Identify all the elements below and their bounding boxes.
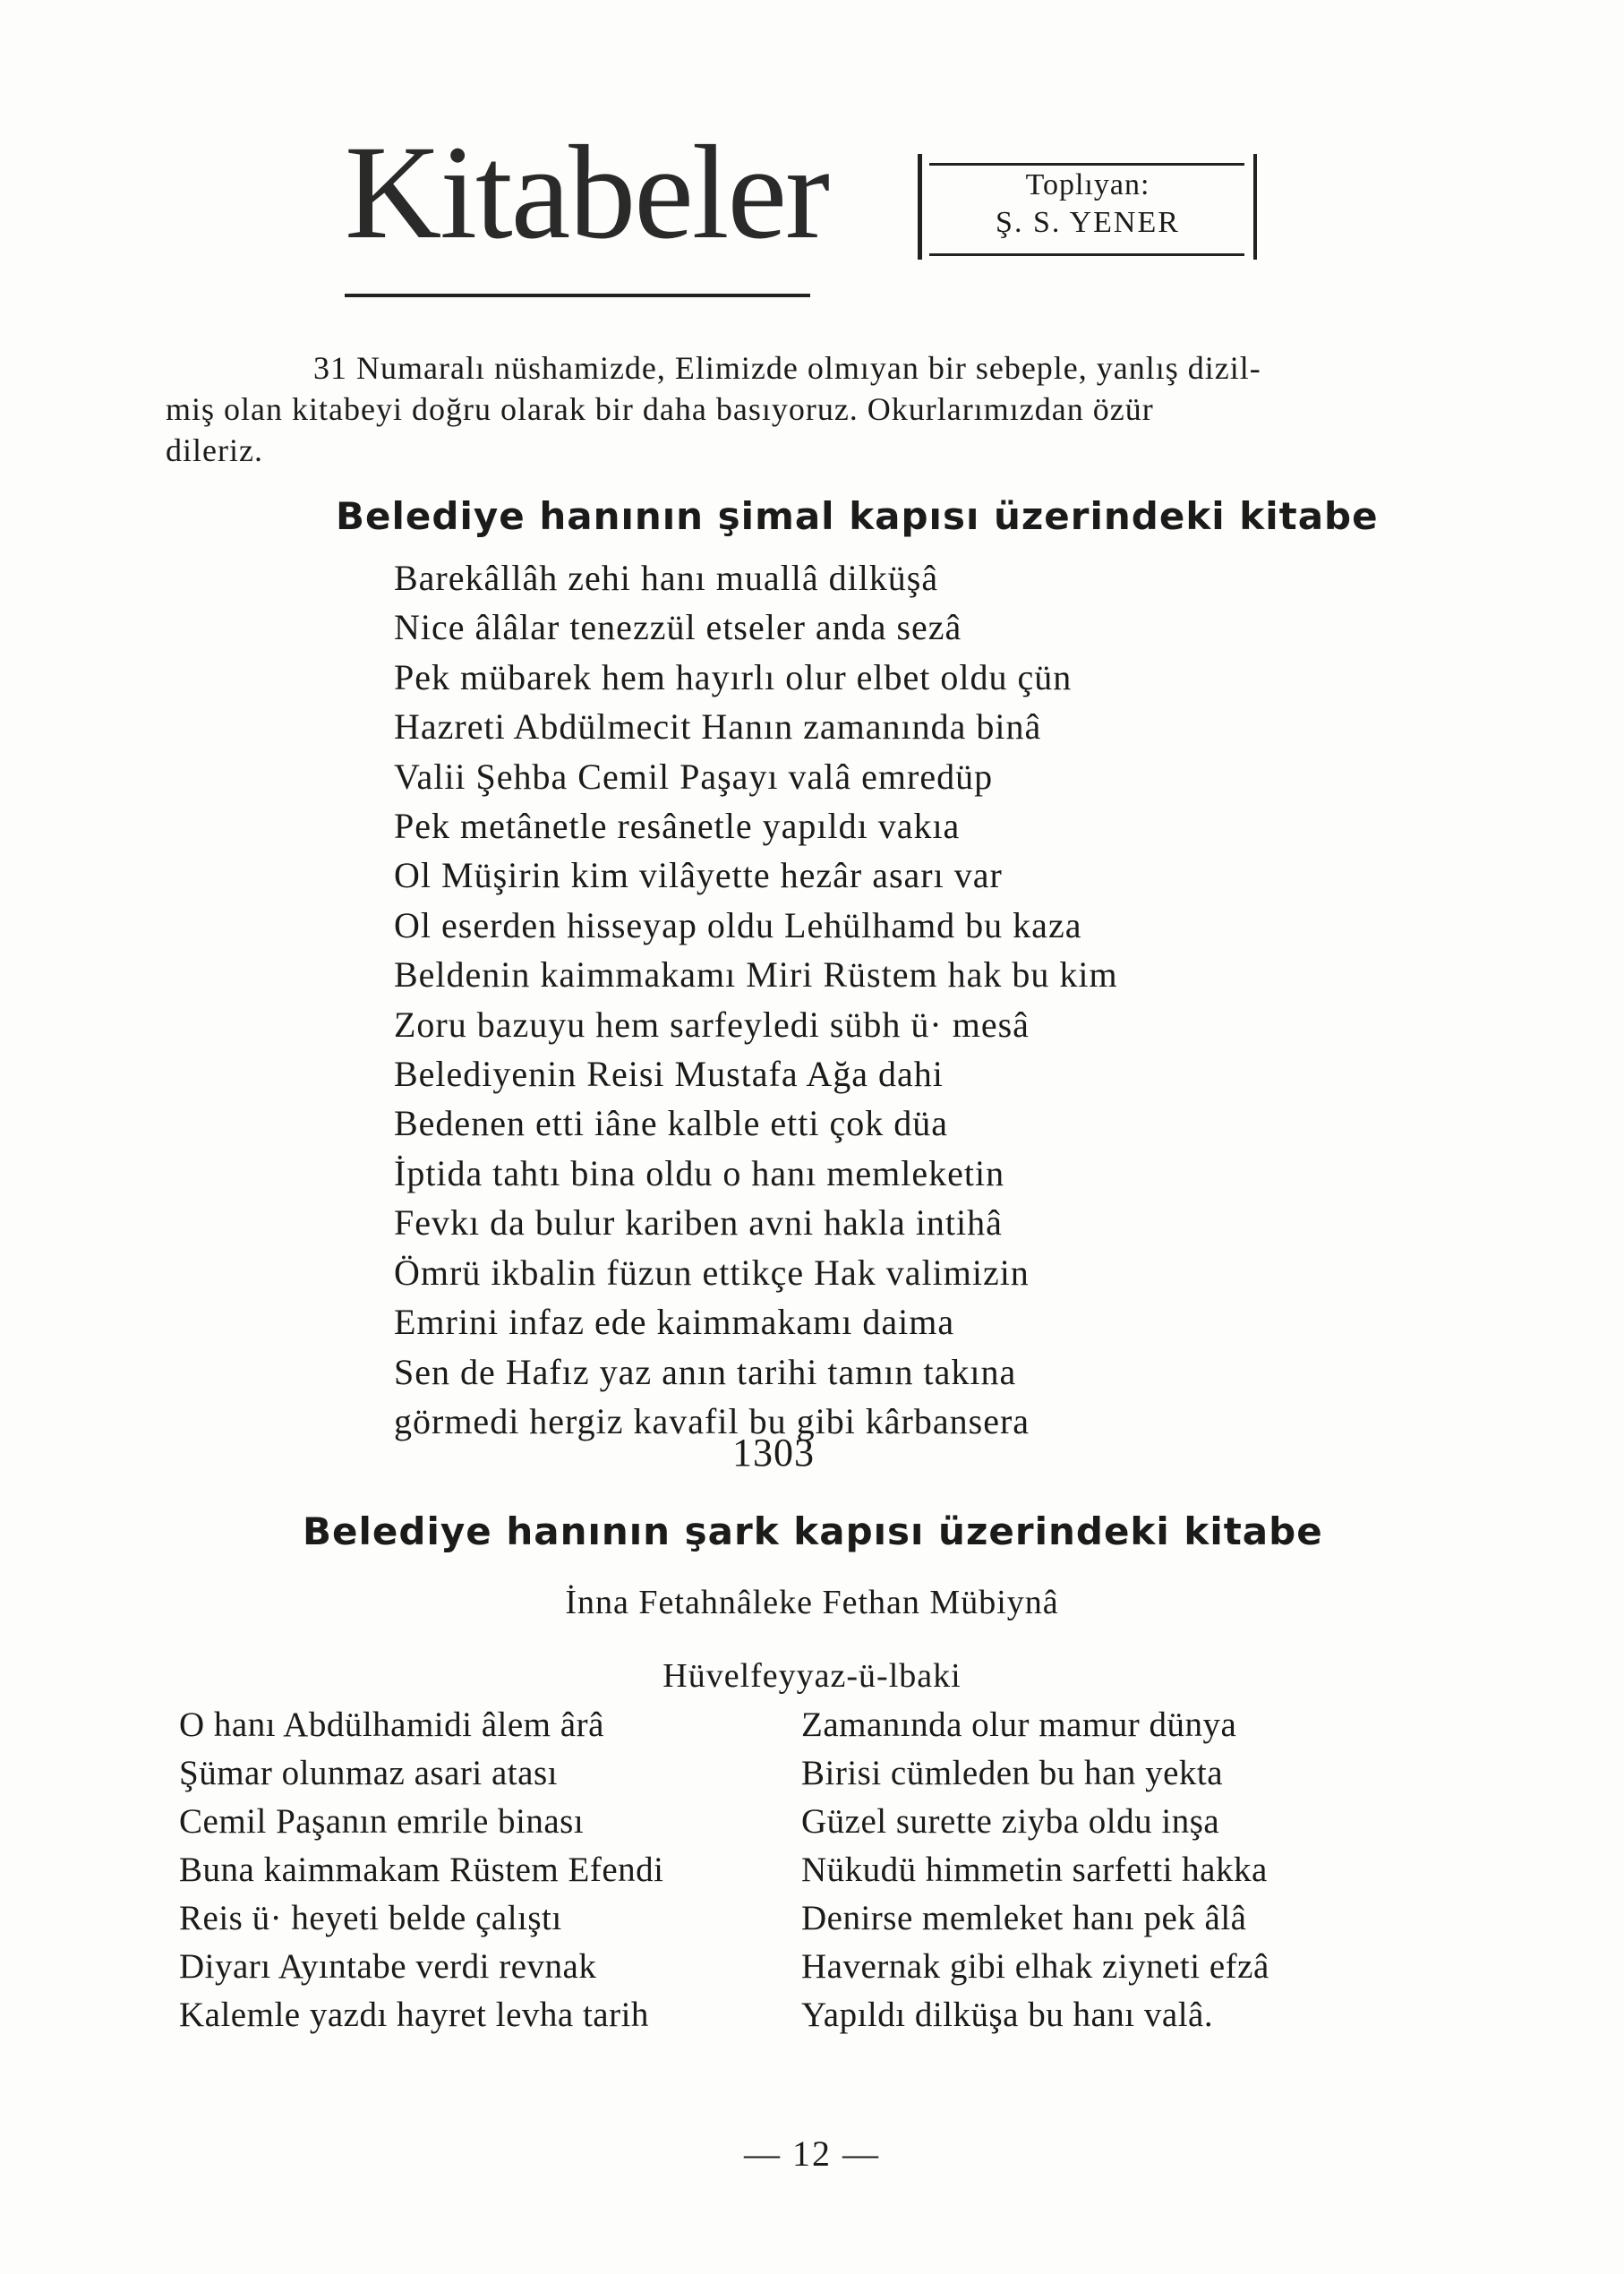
poem-line: Kalemle yazdı hayret levha tarih: [179, 1996, 649, 2034]
poem-line: Nice âlâlar tenezzül etseler anda sezâ: [394, 607, 962, 648]
poem-line: Cemil Paşanın emrile binası: [179, 1802, 585, 1841]
poem-line: Diyarı Ayıntabe verdi revnak: [179, 1947, 597, 1986]
masthead-rule: [345, 294, 810, 297]
poem-line: Denirse memleket hanı pek âlâ: [801, 1899, 1247, 1937]
poem-line: Valii Şehba Cemil Paşayı valâ emredüp: [394, 756, 994, 797]
poem-line: Bedenen etti iâne kalble etti çok düa: [394, 1103, 948, 1144]
opening-line: Hüvelfeyyaz-ü-lbaki: [662, 1657, 962, 1695]
poem-line: Barekâllâh zehi hanı muallâ dilküşâ: [394, 558, 939, 598]
credit-name: Ş. S. YENER: [996, 206, 1180, 239]
poem-line: İptida tahtı bina oldu o hanı memleketin: [394, 1152, 1005, 1193]
poem-line: Belediyenin Reisi Mustafa Ağa dahi: [394, 1054, 944, 1095]
notice-line: dileriz.: [166, 432, 263, 468]
poem-line: O hanı Abdülhamidi âlem ârâ: [179, 1706, 604, 1744]
masthead-title: Kitabeler: [345, 118, 829, 267]
poem-north-year: 1303: [732, 1431, 815, 1475]
poem-north: [394, 553, 1118, 1446]
credit-box: [918, 154, 1257, 260]
poem-line: Buna kaimmakam Rüstem Efendi: [179, 1851, 664, 1889]
poem-line: Ömrü ikbalin füzun ettikçe Hak valimizin: [394, 1252, 1030, 1293]
poem-line: Ol Müşirin kim vilâyette hezâr asarı var: [394, 855, 1003, 896]
page-number: — 12 —: [744, 2133, 880, 2174]
poem-line: Havernak gibi elhak ziyneti efzâ: [801, 1947, 1269, 1986]
poem-east-right-column: [801, 1701, 1269, 2039]
poem-line: Ol eserden hisseyap oldu Lehülhamd bu kaza: [394, 904, 1082, 945]
notice-line: miş olan kitabeyi doğru olarak bir daha basıyoruz. Okurlarımızdan özür: [166, 391, 1154, 427]
section-heading-east: Belediye hanının şark kapısı üzerindeki kitabe: [303, 1509, 1323, 1553]
poem-line: Nükudü himmetin sarfetti hakka: [801, 1851, 1268, 1889]
poem-line: Yapıldı dilküşa bu hanı valâ.: [801, 1996, 1214, 2034]
poem-line: Şümar olunmaz asari atası: [179, 1754, 558, 1792]
poem-line: Emrini infaz ede kaimmakamı daima: [394, 1302, 955, 1343]
poem-line: Zamanında olur mamur dünya: [801, 1706, 1237, 1744]
poem-line: Beldenin kaimmakamı Miri Rüstem hak bu kim: [394, 954, 1118, 996]
poem-line: Birisi cümleden bu han yekta: [801, 1754, 1224, 1792]
section-heading-north: Belediye hanının şimal kapısı üzerindeki kitabe: [336, 494, 1379, 538]
notice-line: 31 Numaralı nüshamizde, Elimizde olmıyan bir sebeple, yanlış dizil-: [313, 350, 1261, 386]
poem-line: Hazreti Abdülmecit Hanın zamanında binâ: [394, 706, 1042, 748]
poem-line: Fevkı da bulur kariben avni hakla intihâ: [394, 1202, 1003, 1244]
credit-label: Toplıyan:: [1025, 168, 1150, 201]
correction-notice: [166, 347, 1428, 471]
poem-line: Zoru bazuyu hem sarfeyledi sübh ü· mesâ: [394, 1004, 1030, 1045]
poem-line: Reis ü· heyeti belde çalıştı: [179, 1899, 562, 1937]
poem-east-left-column: [179, 1701, 663, 2039]
poem-line: Güzel surette ziyba oldu inşa: [801, 1802, 1220, 1841]
poem-line: görmedi hergiz kavafil bu gibi kârbansera: [394, 1400, 1030, 1441]
poem-line: Pek mübarek hem hayırlı olur elbet oldu çün: [394, 656, 1073, 697]
opening-line: İnna Fetahnâleke Fethan Mübiynâ: [565, 1584, 1059, 1621]
poem-line: Pek metânetle resânetle yapıldı vakıa: [394, 806, 961, 847]
poem-line: Sen de Hafız yaz anın tarihi tamın takına: [394, 1351, 1017, 1392]
